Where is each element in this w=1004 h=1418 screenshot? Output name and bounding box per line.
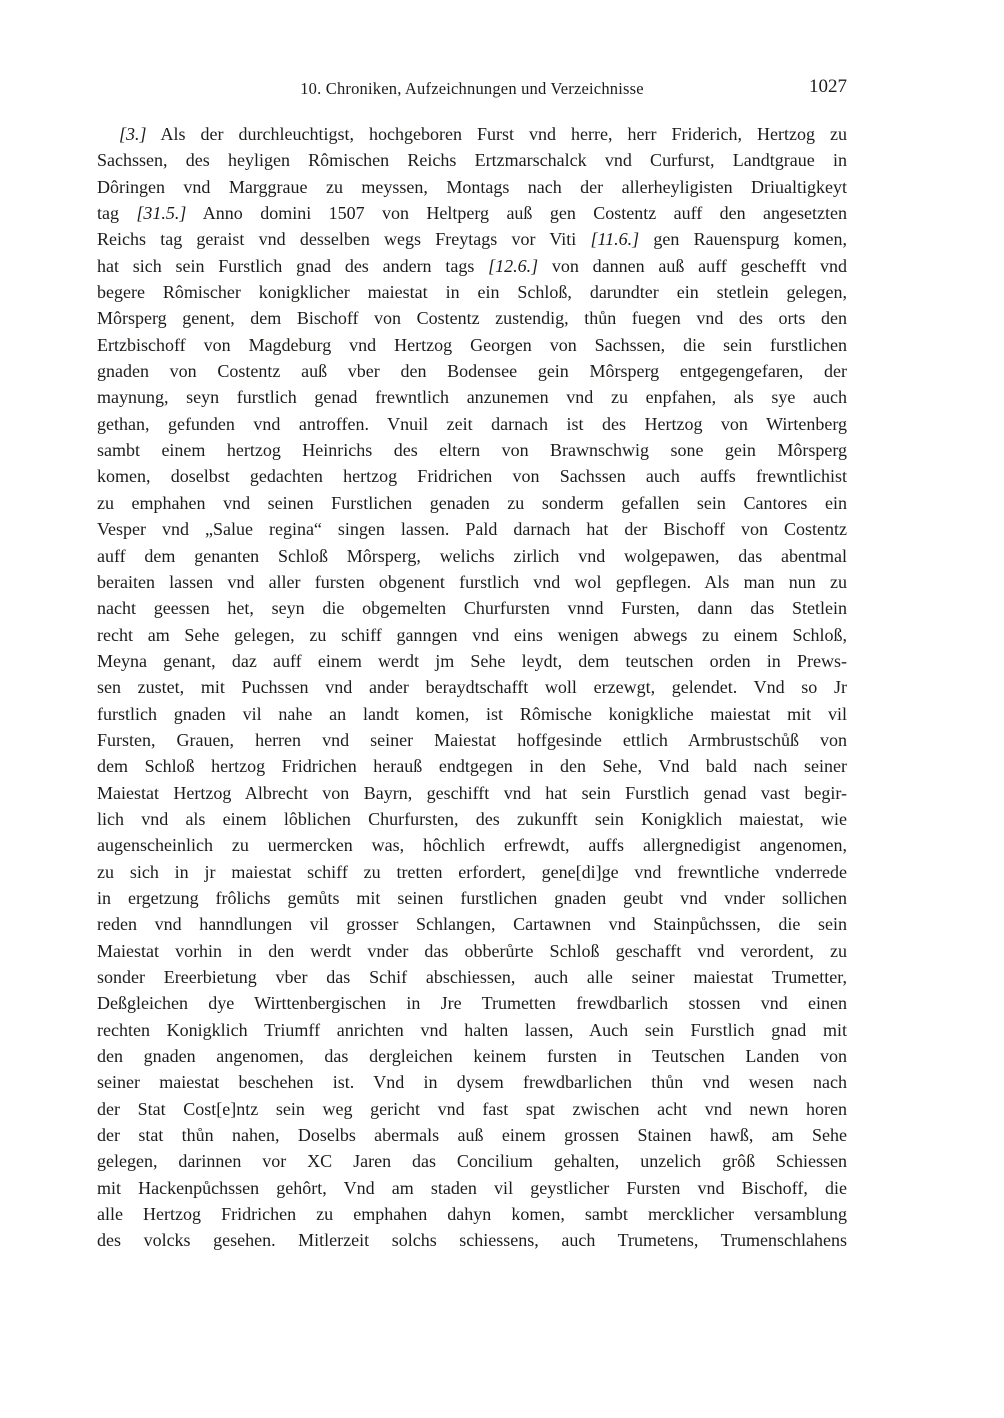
text-segment: begere Rômischer konigklicher maiestat in ein Schloß, darundter ein stetlein gelegen, <box>97 282 847 303</box>
text-line <box>97 806 847 832</box>
text-line <box>97 1175 847 1201</box>
text-segment: sambt einem hertzog Heinrichs des eltern von Brawnschwig sone gein Môrsperg <box>97 440 847 461</box>
text-line <box>97 305 847 331</box>
text-segment: Anno domini 1507 von Heltperg auß gen Costentz auff den angesetzten <box>186 203 847 224</box>
text-segment: hat sich sein Furstlich gnad des andern tags <box>97 255 489 276</box>
text-segment: des volcks gesehen. Mitlerzeit solchs schiessens, auch Trumetens, Trumenschlahens <box>97 1230 847 1251</box>
page-number: 1027 <box>809 76 847 97</box>
editorial-date: [12.6.] <box>488 255 539 276</box>
text-line <box>97 147 847 173</box>
text-line <box>97 1096 847 1122</box>
text-segment: zu emphahen vnd seinen Furstlichen genaden zu sonderm gefallen sein Cantores ein <box>97 492 847 513</box>
text-line <box>97 990 847 1016</box>
text-line <box>97 569 847 595</box>
text-line <box>97 1148 847 1174</box>
text-segment: gnaden von Costentz auß vber den Bodensee gein Môrsperg entgegengefaren, der <box>97 361 847 382</box>
text-segment: Vesper vnd „Salue regina“ singen lassen. Pald darnach hat der Bischoff von Costentz <box>97 519 847 540</box>
text-line <box>97 780 847 806</box>
text-line <box>97 437 847 463</box>
text-segment: beraiten lassen vnd aller fursten obgenent furstlich vnd wol gepflegen. Als man nun zu <box>97 571 847 592</box>
text-segment: mit Hackenpůchssen gehôrt, Vnd am staden vil geystlicher Fursten vnd Bischoff, die <box>97 1177 847 1198</box>
text-segment: der stat thůn nahen, Doselbs abermals auß einem grossen Stainen hawß, am Sehe <box>97 1125 847 1146</box>
text-segment: in ergetzung frôlichs gemůts mit seinen furstlichen gnaden geubt vnd vnder sollichen <box>97 887 847 908</box>
editorial-date: [3.] <box>119 124 147 144</box>
text-segment: Deßgleichen dye Wirttenbergischen in Jre Trumetten frewdbarlich stossen vnd einen <box>97 993 847 1014</box>
text-line <box>97 674 847 700</box>
text-line <box>97 964 847 990</box>
text-segment: sen zustet, mit Puchssen vnd ander beraydtschafft woll erzewgt, gelendet. Vnd so Jr <box>97 677 847 698</box>
text-line <box>97 911 847 937</box>
text-segment: Môrsperg genent, dem Bischoff von Costentz zustendig, thůn fuegen vnd des orts den <box>97 308 847 329</box>
text-segment: rechten Konigklich Triumff anrichten vnd halten lassen, Auch sein Furstlich gnad mit <box>97 1019 847 1040</box>
text-line <box>97 701 847 727</box>
text-segment: nacht geessen het, seyn die obgemelten Churfursten vnnd Fursten, dann das Stetlein <box>97 598 847 619</box>
text-line <box>97 753 847 779</box>
text-segment: gelegen, darinnen vor XC Jaren das Concilium gehalten, unzelich grôß Schiessen <box>97 1151 847 1172</box>
text-segment: den gnaden angenomen, das dergleichen keinem fursten in Teutschen Landen von <box>97 1046 847 1067</box>
text-segment: lich vnd als einem lôblichen Churfursten, des zukunfft sein Konigklich maiestat, wie <box>97 808 847 829</box>
text-segment: Meyna genant, daz auff einem werdt jm Sehe leydt, dem teutschen orden in Prews- <box>97 650 847 671</box>
text-line <box>97 332 847 358</box>
text-segment: Reichs tag geraist vnd desselben wegs Freytags vor Viti <box>97 229 591 250</box>
text-line <box>97 490 847 516</box>
text-line <box>97 622 847 648</box>
text-segment: alle Hertzog Fridrichen zu emphahen dahyn komen, sambt mercklicher versamblung <box>97 1204 847 1225</box>
running-header: 10. Chroniken, Aufzeichnungen und Verzeichnisse <box>300 79 644 98</box>
text-line <box>97 885 847 911</box>
text-segment: Als der durchleuchtigst, hochgeboren Furst vnd herre, herr Friderich, Hertzog zu <box>146 124 847 144</box>
page-header <box>97 78 847 104</box>
text-segment: tag <box>97 203 137 224</box>
text-segment: augenscheinlich zu uermercken was, hôchlich erfrewdt, auffs allergnedigist angenomen, <box>97 835 847 856</box>
text-segment: Maiestat Hertzog Albrecht von Bayrn, geschifft vnd hat sein Furstlich genad vast begir- <box>97 782 847 803</box>
text-line <box>97 727 847 753</box>
editorial-date: [31.5.] <box>136 203 187 224</box>
text-segment: komen, doselbst gedachten hertzog Fridrichen von Sachssen auch auffs frewntlichist <box>97 466 847 487</box>
text-segment: recht am Sehe gelegen, zu schiff ganngen vnd eins wenigen abwegs zu einem Schloß, <box>97 624 847 645</box>
text-line <box>97 1017 847 1043</box>
text-line <box>97 174 847 200</box>
text-line <box>97 543 847 569</box>
text-segment: sonder Ereerbietung vber das Schif abschiessen, auch alle seiner maiestat Trumetter, <box>97 967 847 987</box>
text-segment: Ertzbischoff von Magdeburg vnd Hertzog Georgen von Sachssen, die sein furstlichen <box>97 334 847 355</box>
text-segment: Sachssen, des heyligen Rômischen Reichs Ertzmarschalck vnd Curfurst, Landtgraue in <box>97 150 847 171</box>
text-line <box>97 384 847 410</box>
text-segment: Maiestat vorhin in den werdt vnder das obberůrte Schloß geschafft vnd verordent, zu <box>97 940 847 961</box>
text-line <box>97 648 847 674</box>
text-line <box>97 411 847 437</box>
text-line <box>97 226 847 252</box>
text-segment: Fursten, Grauen, herren vnd seiner Maiestat hoffgesinde ettlich Armbrustschůß von <box>97 729 847 750</box>
text-segment: dem Schloß hertzog Fridrichen herauß endtgegen in den Sehe, Vnd bald nach seiner <box>97 756 847 777</box>
text-segment: gethan, gefunden vnd antroffen. Vnuil zeit darnach ist des Hertzog von Wirtenberg <box>97 413 847 434</box>
text-line <box>97 859 847 885</box>
text-segment: von dannen auß auff geschefft vnd <box>538 255 848 276</box>
text-line <box>97 1201 847 1227</box>
text-line <box>97 463 847 489</box>
text-segment: gen Rauenspurg komen, <box>639 229 848 250</box>
text-line <box>97 200 847 226</box>
text-line <box>97 1069 847 1095</box>
text-line <box>97 279 847 305</box>
text-line <box>97 358 847 384</box>
text-block <box>97 121 847 1254</box>
text-line <box>97 938 847 964</box>
text-segment: maynung, seyn furstlich genad frewntlich anzunemen vnd zu enpfahen, als sye auch <box>97 387 847 408</box>
text-line <box>97 1227 847 1253</box>
text-line <box>97 832 847 858</box>
text-line <box>97 253 847 279</box>
editorial-date: [11.6.] <box>590 229 640 250</box>
text-segment: Dôringen vnd Marggraue zu meyssen, Montags nach der allerheyligisten Driualtigkeyt <box>97 176 847 197</box>
text-line <box>97 1122 847 1148</box>
text-segment: zu sich in jr maiestat schiff zu tretten erfordert, gene[di]ge vnd frewntliche vnderrede <box>97 861 847 882</box>
text-line <box>97 121 847 147</box>
text-segment: seiner maiestat beschehen ist. Vnd in dysem frewdbarlichen thůn vnd wesen nach <box>97 1072 847 1093</box>
text-segment: reden vnd hanndlungen vil grosser Schlangen, Cartawnen vnd Stainpůchssen, die sein <box>97 914 847 935</box>
text-segment: der Stat Cost[e]ntz sein weg gericht vnd fast spat zwischen acht vnd newn horen <box>97 1098 847 1119</box>
text-segment: auff dem genanten Schloß Môrsperg, welichs zirlich vnd wolgepawen, das abentmal <box>97 545 847 566</box>
text-line <box>97 1043 847 1069</box>
text-segment: furstlich gnaden vil nahe an landt komen, ist Rômische konigkliche maiestat mit vil <box>97 703 847 724</box>
text-line <box>97 516 847 542</box>
text-line <box>97 595 847 621</box>
